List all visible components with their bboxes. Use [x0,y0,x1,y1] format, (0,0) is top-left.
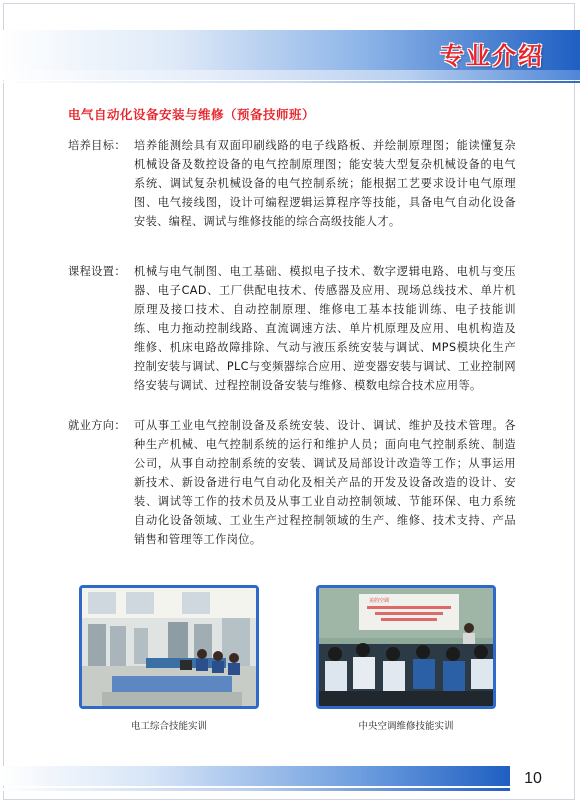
footer-thin-line [0,788,510,791]
photo-caption-electrical: 电工综合技能实训 [130,721,207,732]
section-employment [68,416,516,549]
footer-band [0,766,510,786]
banner-text: 美的空调 [369,598,390,604]
page-number: 10 [512,766,554,792]
section-label-employment: 就业方向： [68,419,126,432]
section-text-curriculum: 机械与电气制图、电工基础、模拟电子技术、数字逻辑电路、电机与变压器、电子CAD、工厂供配电技术、传感器及应用、现场总线技术、单片机原理及接口技术、自动控制原理、维修电工基本技能训练、电子技能训练、电力拖动控制线路、直流调速方法、单片机原理及应用、电机构造及维修、机床电路故障排除、气动与液压系统安装与调试、MPS模块化生产控制安装与调试、PLC与变频器综合应用、逆变器安装与调试、工业控制网络安装与调试、过程控制设备安装与维修、模数电综合技术应用等。 [134,265,516,392]
photo-electrical-lab [79,585,259,709]
photo-ac-training [316,585,496,709]
section-label-goal: 培养目标： [68,139,126,152]
section-text-employment: 可从事工业电气控制设备及系统安装、设计、调试、维护及技术管理。各种生产机械、电气控制系统的运行和维护人员；面向电气控制系统、制造公司，从事自动控制系统的安装、调试及局部设计改造等工作；从事运用新技术、新设备进行电气自动化及相关产品的开发及设备改造的设计、安装、调试等工作的技术员及从事工业自动控制领域、节能环保、电力系统自动化设备领域、工业生产过程控制领域的生产、维修、技术支持、产品销售和管理等工作岗位。 [134,419,516,546]
section-label: 专业介绍 [440,42,544,70]
header-stripe [0,70,580,80]
section-training-goal [68,136,516,231]
program-title: 电气自动化设备安装与维修（预备技师班） [68,107,316,122]
ac-training-image [319,588,493,706]
photo-caption-ac: 中央空调维修技能实训 [358,721,454,732]
section-label-curriculum: 课程设置： [68,265,126,278]
header-thin-line [0,81,580,83]
section-curriculum [68,262,516,395]
electrical-lab-image [82,588,256,706]
section-text-goal: 培养能测绘具有双面印刷线路的电子线路板、并绘制原理图；能读懂复杂机械设备及数控设备的电气控制原理图；能安装大型复杂机械设备的电气系统、调试复杂机械设备的电气控制系统；能根据工艺要求设计电气原理图、电气接线图，设计可编程逻辑运算程序等技能，具备电气自动化设备安装、编程、调试与维修技能的综合高级技能人才。 [134,139,516,228]
